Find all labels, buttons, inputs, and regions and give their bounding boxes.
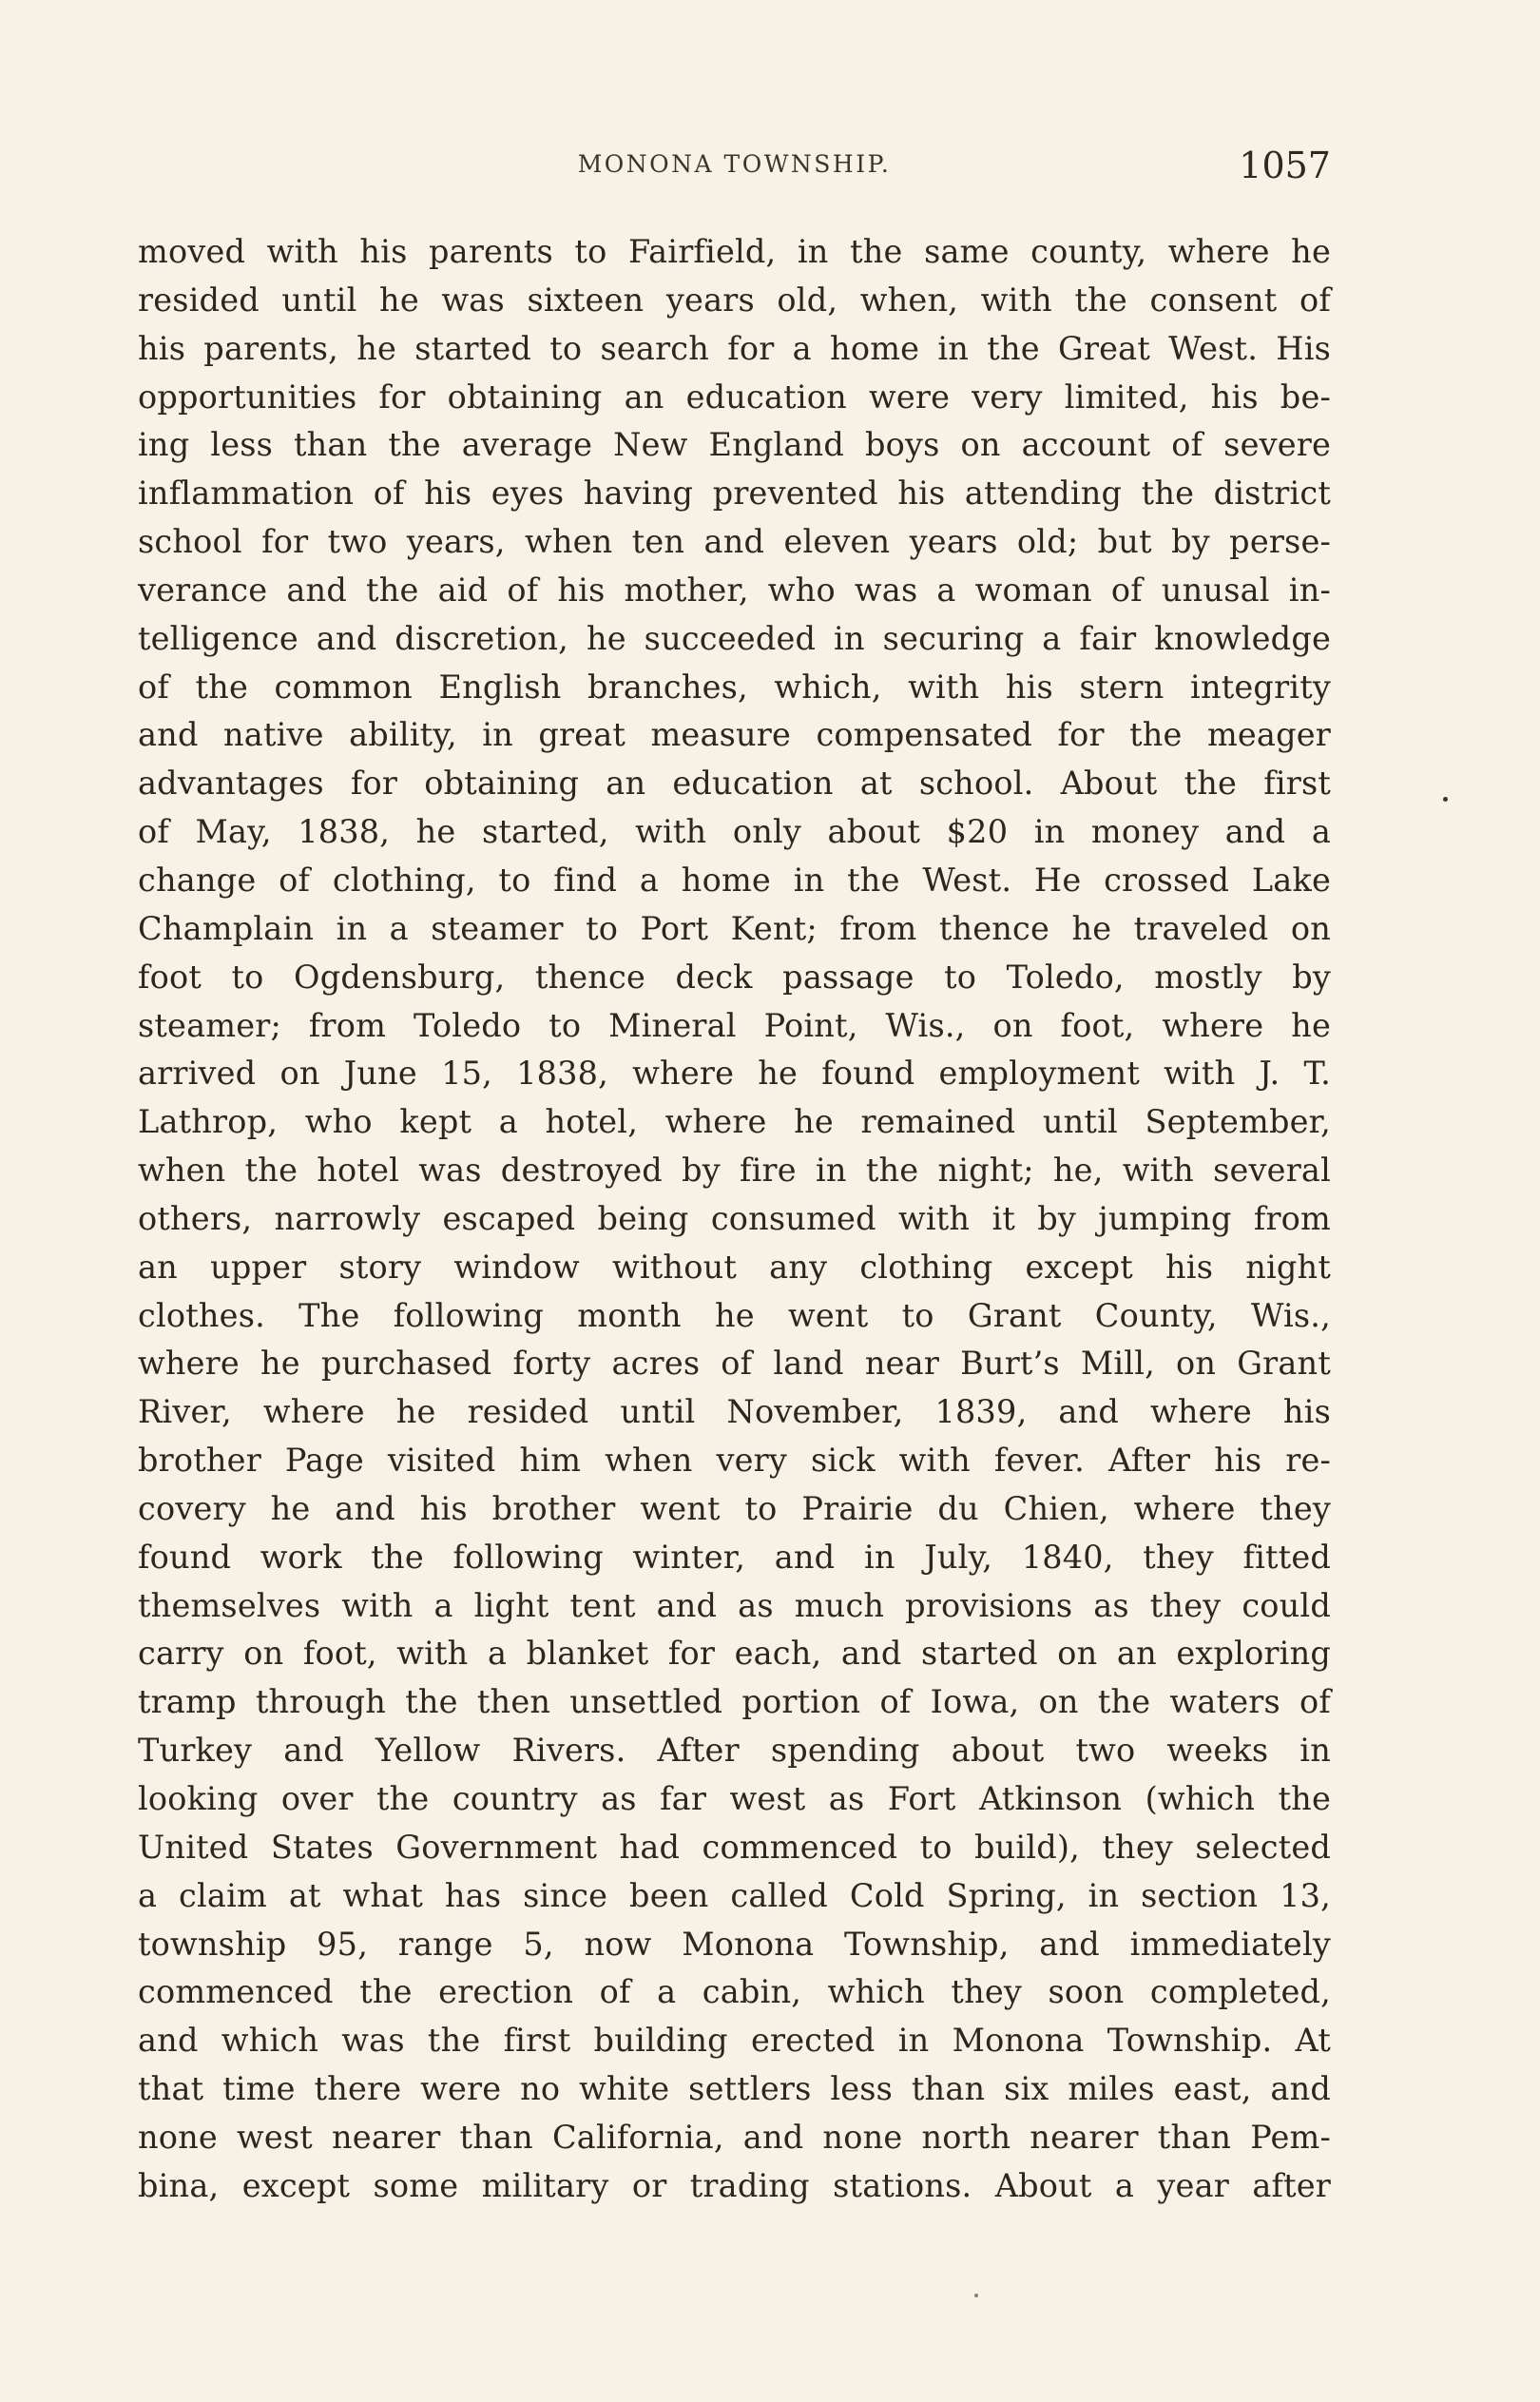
text-line: foot to Ogdensburg, thence deck passage to Toledo, mostly by — [138, 958, 1331, 996]
text-line: and which was the first building erected in Monona Township. At — [138, 2022, 1331, 2060]
text-line: bina, except some military or trading stations. About a year after — [138, 2166, 1331, 2204]
margin-speck — [1443, 797, 1448, 802]
text-line: steamer; from Toledo to Mineral Point, Wis., on foot, where he — [138, 1006, 1331, 1044]
text-line: and native ability, in great measure compensated for the meager — [138, 716, 1331, 754]
text-line: resided until he was sixteen years old, when, with the consent of — [138, 281, 1331, 319]
text-line: inflammation of his eyes having prevented his attending the district — [138, 475, 1331, 513]
text-line: Champlain in a steamer to Port Kent; from thence he traveled on — [138, 909, 1331, 947]
text-line: township 95, range 5, now Monona Township, and immediately — [138, 1925, 1331, 1963]
text-line: carry on foot, with a blanket for each, and started on an exploring — [138, 1635, 1331, 1673]
text-line: verance and the aid of his mother, who was a woman of unusal in- — [138, 571, 1331, 609]
page-number: 1057 — [1239, 145, 1331, 186]
text-line: change of clothing, to find a home in the West. He crossed Lake — [138, 861, 1331, 899]
text-line: brother Page visited him when very sick with fever. After his re- — [138, 1442, 1331, 1480]
body-paragraph — [138, 228, 1331, 2211]
text-line: where he purchased forty acres of land near Burt’s Mill, on Grant — [138, 1345, 1331, 1383]
text-line: clothes. The following month he went to Grant County, Wis., — [138, 1296, 1331, 1334]
running-head — [138, 145, 1331, 192]
text-line: covery he and his brother went to Prairie du Chien, where they — [138, 1489, 1331, 1527]
text-line: of the common English branches, which, with his stern integrity — [138, 668, 1331, 706]
text-line: advantages for obtaining an education at school. About the first — [138, 765, 1331, 803]
text-line: tramp through the then unsettled portion of Iowa, on the waters of — [138, 1683, 1331, 1721]
text-line: a claim at what has since been called Cold Spring, in section 13, — [138, 1876, 1331, 1914]
text-line: when the hotel was destroyed by fire in the night; he, with several — [138, 1152, 1331, 1190]
text-line: that time there were no white settlers less than six miles east, and — [138, 2070, 1331, 2108]
text-line: none west nearer than California, and none north nearer than Pem- — [138, 2118, 1331, 2156]
text-line: an upper story window without any clothing except his night — [138, 1248, 1331, 1286]
text-line: Lathrop, who kept a hotel, where he remained until September, — [138, 1103, 1331, 1141]
text-line: telligence and discretion, he succeeded in securing a fair knowledge — [138, 619, 1331, 657]
text-line: Turkey and Yellow Rivers. After spending about two weeks in — [138, 1732, 1331, 1770]
text-line: of May, 1838, he started, with only about $20 in money and a — [138, 813, 1331, 851]
text-line: arrived on June 15, 1838, where he found employment with J. T. — [138, 1055, 1331, 1093]
text-line: opportunities for obtaining an education were very limited, his be- — [138, 378, 1331, 416]
text-line: found work the following winter, and in July, 1840, they fitted — [138, 1538, 1331, 1576]
text-line: commenced the erection of a cabin, which they soon completed, — [138, 1973, 1331, 2011]
text-line: ing less than the average New England boys on account of severe — [138, 426, 1331, 464]
text-line: others, narrowly escaped being consumed with it by jumping from — [138, 1199, 1331, 1237]
page-speck — [974, 2294, 978, 2297]
text-line: school for two years, when ten and eleven years old; but by perse- — [138, 523, 1331, 561]
text-line: moved with his parents to Fairfield, in the same county, where he — [138, 233, 1331, 270]
text-line: his parents, he started to search for a home in the Great West. His — [138, 329, 1331, 367]
text-line: United States Government had commenced to build), they selected — [138, 1828, 1331, 1866]
text-line: looking over the country as far west as Fort Atkinson (which the — [138, 1780, 1331, 1817]
text-line: themselves with a light tent and as much provisions as they could — [138, 1586, 1331, 1624]
text-line: River, where he resided until November, 1839, and where his — [138, 1393, 1331, 1431]
running-title: MONONA TOWNSHIP. — [577, 150, 892, 178]
